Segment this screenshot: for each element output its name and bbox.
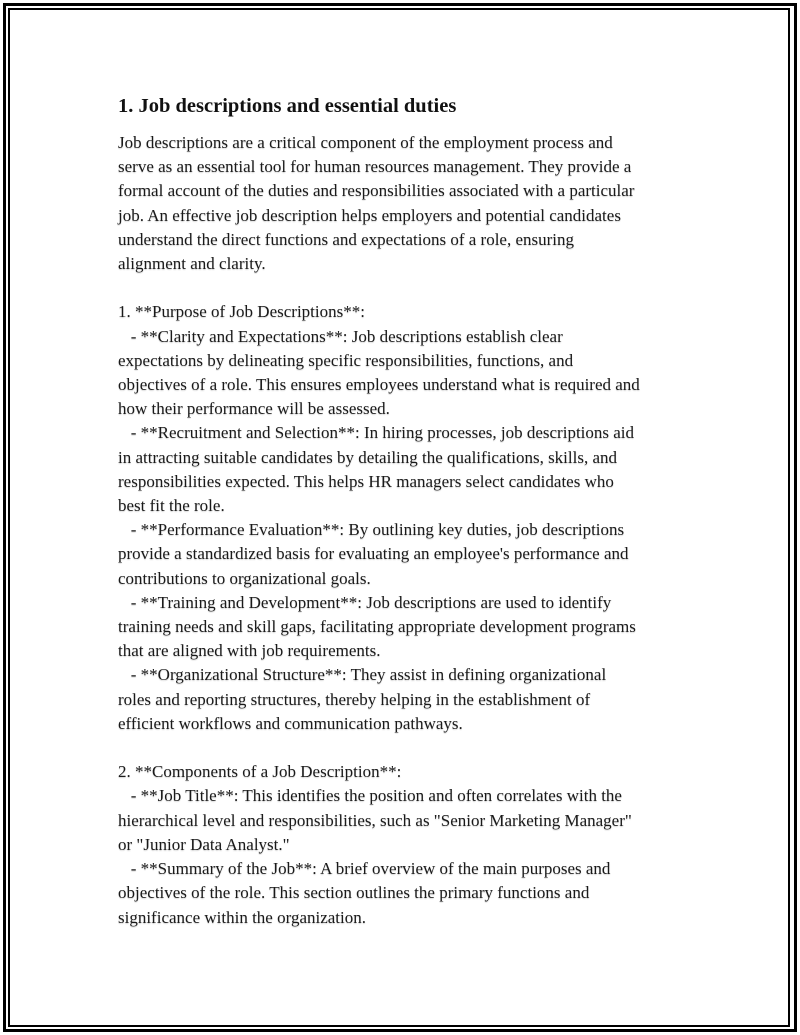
section-body: Job descriptions are a critical component of the employment process and serve as an essential tool for human resources management. They provide a formal account of the duties and responsibilities associated with a particular job. An effective job description helps employers and potential candidates understand the direct functions and expectations of a role, ensuring alignment and clarity. 1. **Purpose of Job Descriptions**: - **Clarity and Expectations**: Job descriptions establish clear expectations by delineating specific responsibilities, functions, and objectives of a role. This ensures employees understand what is required and how their performance will be assessed. - **Recruitment and Selection**: In hiring processes, job descriptions aid in attracting suitable candidates by detailing the qualifications, skills, and responsibilities expected. This helps HR managers select candidates who best fit the role. - **Performance Evaluation**: By outlining key duties, job descriptions provide a standardized basis for evaluating an employee's performance and contributions to organizational goals. - **Training and Development**: Job descriptions are used to identify training needs and skill gaps, facilitating appropriate development programs that are aligned with job requirements. - **Organizational Structure**: They assist in defining organizational roles and reporting structures, thereby helping in the establishment of efficient workflows and communication pathways. 2. **Components of a Job Description**: - **Job Title**: This identifies the position and often correlates with the hierarchical level and responsibilities, such as "Senior Marketing Manager" or "Junior Data Analyst." - **Summary of the Job**: A brief overview of the main purposes and objectives of the role. This section outlines the primary functions and significance within the organization. xyxy=(118,133,640,927)
document-content xyxy=(118,93,693,930)
section-heading: 1. Job descriptions and essential duties xyxy=(118,95,457,117)
